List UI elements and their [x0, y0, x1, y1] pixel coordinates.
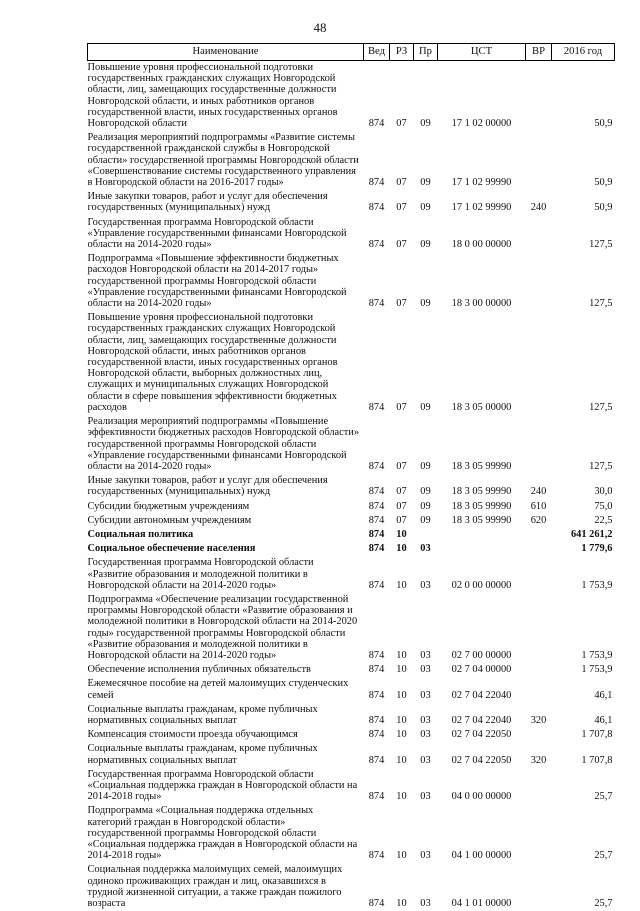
row-amount: 127,5: [552, 415, 615, 474]
row-pr: 09: [414, 311, 438, 415]
row-amount: 25,7: [552, 768, 615, 805]
table-row: [88, 216, 615, 253]
row-rz: 10: [390, 663, 414, 677]
row-pr: 09: [414, 252, 438, 311]
row-amount: 1 753,9: [552, 663, 615, 677]
row-ved: 874: [364, 742, 390, 767]
row-cst: 02 7 04 22050: [438, 742, 526, 767]
row-ved: 874: [364, 728, 390, 742]
row-rz: 10: [390, 593, 414, 663]
row-cst: 17 1 02 99990: [438, 190, 526, 215]
table-row: [88, 474, 615, 499]
row-vr: [526, 252, 552, 311]
row-pr: 03: [414, 728, 438, 742]
table-row: [88, 131, 615, 190]
row-name: Повышение уровня профессиональной подготовки государственных гражданских служащих Новгородской области, лиц, замещающих государственные должности Новгородской области, иных работников органов государственной власти, иных государственных органов Новгородской области, выборных должностных лиц, служащих и муниципальных служащих Новгородской области в сфере повышения эффективности бюджетных расходов: [88, 311, 364, 415]
row-pr: 09: [414, 415, 438, 474]
row-amount: 50,9: [552, 190, 615, 215]
row-amount: 22,5: [552, 514, 615, 528]
row-rz: 10: [390, 677, 414, 702]
row-rz: 10: [390, 728, 414, 742]
row-rz: 07: [390, 514, 414, 528]
row-rz: 10: [390, 863, 414, 911]
row-vr: [526, 61, 552, 132]
row-rz: 07: [390, 131, 414, 190]
header-name: Наименование: [88, 44, 364, 61]
table-row: [88, 415, 615, 474]
row-rz: 10: [390, 804, 414, 863]
row-amount: 127,5: [552, 252, 615, 311]
table-row: [88, 528, 615, 542]
row-vr: [526, 528, 552, 542]
row-amount: 1 753,9: [552, 556, 615, 593]
row-pr: 03: [414, 593, 438, 663]
row-ved: 874: [364, 556, 390, 593]
row-vr: 320: [526, 742, 552, 767]
row-vr: [526, 415, 552, 474]
row-pr: 09: [414, 131, 438, 190]
row-ved: 874: [364, 663, 390, 677]
row-vr: 240: [526, 190, 552, 215]
row-cst: 04 0 00 00000: [438, 768, 526, 805]
row-cst: 02 7 04 22050: [438, 728, 526, 742]
row-name: Государственная программа Новгородской области «Управление государственными финансами Новгородской области на 2014-2020 годы»: [88, 216, 364, 253]
row-cst: 04 1 00 00000: [438, 804, 526, 863]
table-row: [88, 556, 615, 593]
row-ved: 874: [364, 863, 390, 911]
row-vr: [526, 311, 552, 415]
row-pr: 09: [414, 190, 438, 215]
row-ved: 874: [364, 252, 390, 311]
row-name: Государственная программа Новгородской области «Социальная поддержка граждан в Новгородской области на 2014-2018 годы»: [88, 768, 364, 805]
row-amount: 1 779,6: [552, 542, 615, 556]
header-year: 2016 год: [552, 44, 615, 61]
row-pr: 03: [414, 663, 438, 677]
header-ved: Вед: [364, 44, 390, 61]
row-cst: 02 7 04 22040: [438, 703, 526, 728]
table-row: [88, 593, 615, 663]
row-ved: 874: [364, 474, 390, 499]
table-row: [88, 252, 615, 311]
row-rz: 10: [390, 768, 414, 805]
row-name: Реализация мероприятий подпрограммы «Повышение эффективности бюджетных расходов Новгородской области» государственной программы Новгородской области «Управление государственными финансами Новгородской области на 2014-2020 годы»: [88, 415, 364, 474]
row-vr: [526, 768, 552, 805]
row-name: Социальная поддержка малоимущих семей, малоимущих одиноко проживающих граждан и лиц, оказавшихся в трудной жизненной ситуации, а также граждан пожилого возраста: [88, 863, 364, 911]
row-pr: 03: [414, 742, 438, 767]
row-amount: 46,1: [552, 703, 615, 728]
table-header: [88, 44, 615, 61]
row-name: Подпрограмма «Социальная поддержка отдельных категорий граждан в Новгородской области» государственной программы Новгородской области «Социальная поддержка граждан в Новгородской области на 2014-2018 годы»: [88, 804, 364, 863]
row-cst: 18 3 05 99990: [438, 514, 526, 528]
row-vr: [526, 131, 552, 190]
table-row: [88, 804, 615, 863]
row-ved: 874: [364, 61, 390, 132]
row-pr: 03: [414, 863, 438, 911]
row-vr: [526, 593, 552, 663]
row-pr: 03: [414, 703, 438, 728]
row-ved: 874: [364, 542, 390, 556]
row-cst: 17 1 02 00000: [438, 61, 526, 132]
row-ved: 874: [364, 593, 390, 663]
row-rz: 10: [390, 742, 414, 767]
row-pr: [414, 528, 438, 542]
row-vr: [526, 728, 552, 742]
row-name: Социальные выплаты гражданам, кроме публичных нормативных социальных выплат: [88, 742, 364, 767]
row-vr: [526, 216, 552, 253]
row-rz: 07: [390, 216, 414, 253]
row-name: Компенсация стоимости проезда обучающимся: [88, 728, 364, 742]
row-cst: 18 3 05 99990: [438, 500, 526, 514]
row-vr: 320: [526, 703, 552, 728]
row-ved: 874: [364, 528, 390, 542]
row-pr: 09: [414, 474, 438, 499]
table-row: [88, 728, 615, 742]
row-vr: [526, 677, 552, 702]
row-vr: [526, 863, 552, 911]
row-ved: 874: [364, 768, 390, 805]
row-name: Социальная политика: [88, 528, 364, 542]
row-pr: 03: [414, 556, 438, 593]
row-name: Подпрограмма «Повышение эффективности бюджетных расходов Новгородской области на 2014-2017 годы» государственной программы Новгородской области «Управление государственными финансами Новгородской области на 2014-2020 годы»: [88, 252, 364, 311]
row-amount: 1 707,8: [552, 742, 615, 767]
row-cst: 02 7 04 00000: [438, 663, 526, 677]
row-ved: 874: [364, 216, 390, 253]
row-vr: 610: [526, 500, 552, 514]
row-ved: 874: [364, 514, 390, 528]
row-rz: 07: [390, 500, 414, 514]
table-body: [88, 61, 615, 911]
row-pr: 03: [414, 768, 438, 805]
row-rz: 07: [390, 252, 414, 311]
row-pr: 09: [414, 216, 438, 253]
row-ved: 874: [364, 703, 390, 728]
row-amount: 127,5: [552, 311, 615, 415]
row-cst: 18 3 00 00000: [438, 252, 526, 311]
table-row: [88, 61, 615, 132]
row-vr: [526, 542, 552, 556]
table-row: [88, 514, 615, 528]
row-ved: 874: [364, 415, 390, 474]
table-row: [88, 663, 615, 677]
row-ved: 874: [364, 131, 390, 190]
row-cst: 04 1 01 00000: [438, 863, 526, 911]
table-row: [88, 677, 615, 702]
header-pr: Пр: [414, 44, 438, 61]
table-row: [88, 311, 615, 415]
row-cst: 18 3 05 99990: [438, 415, 526, 474]
row-ved: 874: [364, 190, 390, 215]
row-vr: 620: [526, 514, 552, 528]
row-cst: [438, 542, 526, 556]
table-row: [88, 768, 615, 805]
row-amount: 75,0: [552, 500, 615, 514]
row-amount: 1 753,9: [552, 593, 615, 663]
row-name: Социальные выплаты гражданам, кроме публичных нормативных социальных выплат: [88, 703, 364, 728]
row-rz: 07: [390, 311, 414, 415]
table-row: [88, 500, 615, 514]
row-amount: 25,7: [552, 804, 615, 863]
row-pr: 03: [414, 542, 438, 556]
row-name: Ежемесячное пособие на детей малоимущих студенческих семей: [88, 677, 364, 702]
table-row: [88, 742, 615, 767]
row-ved: 874: [364, 500, 390, 514]
table-row: [88, 863, 615, 911]
row-ved: 874: [364, 311, 390, 415]
row-amount: 127,5: [552, 216, 615, 253]
row-cst: 17 1 02 99990: [438, 131, 526, 190]
row-rz: 10: [390, 556, 414, 593]
row-cst: 18 3 05 00000: [438, 311, 526, 415]
row-vr: 240: [526, 474, 552, 499]
row-rz: 10: [390, 528, 414, 542]
header-cst: ЦСТ: [438, 44, 526, 61]
page-number: 48: [0, 20, 640, 36]
row-name: Государственная программа Новгородской области «Развитие образования и молодежной политики в Новгородской области на 2014-2020 годы»: [88, 556, 364, 593]
row-cst: 18 3 05 99990: [438, 474, 526, 499]
row-amount: 25,7: [552, 863, 615, 911]
row-rz: 07: [390, 474, 414, 499]
row-pr: 09: [414, 500, 438, 514]
header-rz: РЗ: [390, 44, 414, 61]
row-name: Субсидии бюджетным учреждениям: [88, 500, 364, 514]
row-rz: 10: [390, 703, 414, 728]
row-name: Социальное обеспечение населения: [88, 542, 364, 556]
row-amount: 50,9: [552, 131, 615, 190]
row-cst: 18 0 00 00000: [438, 216, 526, 253]
header-vr: ВР: [526, 44, 552, 61]
row-name: Иные закупки товаров, работ и услуг для обеспечения государственных (муниципальных) нужд: [88, 190, 364, 215]
table-row: [88, 542, 615, 556]
row-pr: 03: [414, 677, 438, 702]
row-rz: 07: [390, 190, 414, 215]
row-cst: 02 7 00 00000: [438, 593, 526, 663]
row-cst: 02 0 00 00000: [438, 556, 526, 593]
row-ved: 874: [364, 804, 390, 863]
row-pr: 03: [414, 804, 438, 863]
row-pr: 09: [414, 61, 438, 132]
row-amount: 641 261,2: [552, 528, 615, 542]
row-amount: 46,1: [552, 677, 615, 702]
row-name: Подпрограмма «Обеспечение реализации государственной программы Новгородской области «Развитие образования и молодежной политики в Новгородской области на 2014-2020 годы» государственной программы Новгородской области «Развитие образования и молодежной политики в Новгородской области на 2014-2020 годы»: [88, 593, 364, 663]
row-cst: [438, 528, 526, 542]
row-name: Обеспечение исполнения публичных обязательств: [88, 663, 364, 677]
row-amount: 1 707,8: [552, 728, 615, 742]
row-amount: 50,9: [552, 61, 615, 132]
row-rz: 07: [390, 415, 414, 474]
row-amount: 30,0: [552, 474, 615, 499]
row-name: Субсидии автономным учреждениям: [88, 514, 364, 528]
row-vr: [526, 663, 552, 677]
row-name: Реализация мероприятий подпрограммы «Развитие системы государственной гражданской службы в Новгородской области» государственной программы Новгородской области «Совершенствование системы государственного управления в Новгородской области на 2016-2017 годы»: [88, 131, 364, 190]
row-cst: 02 7 04 22040: [438, 677, 526, 702]
row-rz: 07: [390, 61, 414, 132]
row-vr: [526, 556, 552, 593]
table-row: [88, 703, 615, 728]
row-name: Повышение уровня профессиональной подготовки государственных гражданских служащих Новгородской области, лиц, замещающих государственные должности Новгородской области, и иных работников органов государственной власти, иных государственных органов Новгородской области: [88, 61, 364, 132]
table-row: [88, 190, 615, 215]
row-ved: 874: [364, 677, 390, 702]
row-pr: 09: [414, 514, 438, 528]
row-rz: 10: [390, 542, 414, 556]
row-name: Иные закупки товаров, работ и услуг для обеспечения государственных (муниципальных) нужд: [88, 474, 364, 499]
budget-table: [87, 43, 615, 911]
row-vr: [526, 804, 552, 863]
